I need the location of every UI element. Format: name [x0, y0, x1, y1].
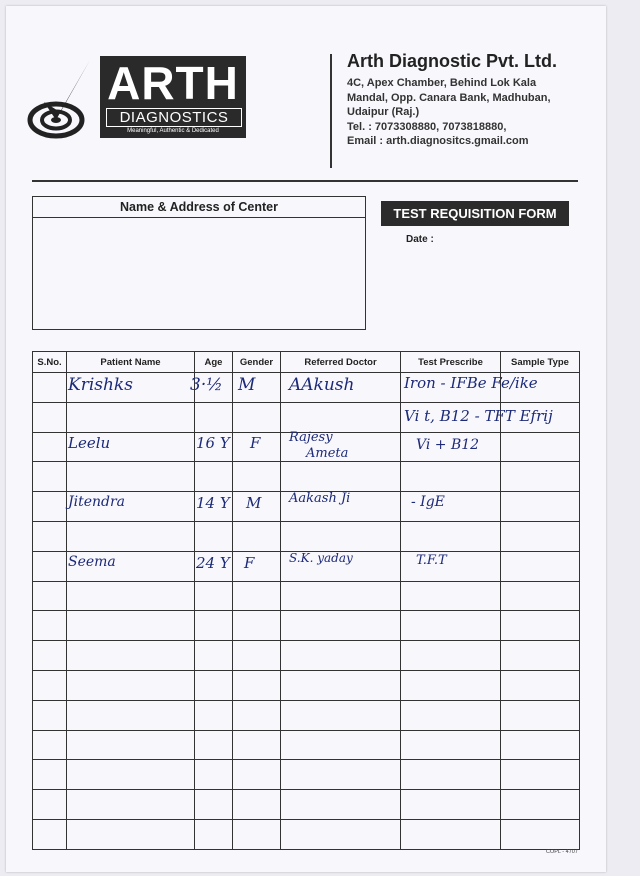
table-cell	[67, 819, 195, 849]
table-cell	[281, 581, 401, 611]
entry-3-tests: - IgE	[411, 494, 445, 510]
table-cell	[195, 611, 233, 641]
entry-3-name: Jitendra	[68, 494, 126, 510]
logo-sub-text: DIAGNOSTICS	[106, 108, 242, 127]
table-cell	[233, 819, 281, 849]
table-cell	[67, 641, 195, 671]
table-cell	[195, 730, 233, 760]
table-cell	[401, 581, 501, 611]
center-box-title: Name & Address of Center	[33, 197, 365, 218]
entry-1-gender: M	[238, 375, 256, 395]
table-cell	[501, 521, 580, 551]
table-cell	[501, 730, 580, 760]
table-row	[33, 521, 580, 551]
table-cell	[195, 641, 233, 671]
table-cell	[501, 611, 580, 641]
entry-3-gender: M	[246, 494, 262, 512]
table-row	[33, 611, 580, 641]
table-cell	[233, 611, 281, 641]
table-cell	[233, 402, 281, 432]
entry-4-tests: T.F.T	[416, 553, 447, 568]
table-row	[33, 730, 580, 760]
col-header-gender: Gender	[233, 352, 281, 373]
col-header-test-prescribe: Test Prescribe	[401, 352, 501, 373]
table-cell	[195, 521, 233, 551]
table-cell	[501, 700, 580, 730]
table-cell	[195, 819, 233, 849]
table-cell	[33, 641, 67, 671]
entry-3-age: 14 Y	[196, 494, 230, 512]
table-cell	[401, 641, 501, 671]
table-cell	[33, 373, 67, 403]
table-row	[33, 819, 580, 849]
table-cell	[233, 551, 281, 581]
table-cell	[33, 551, 67, 581]
table-cell	[195, 581, 233, 611]
table-cell	[501, 551, 580, 581]
address-line: 4C, Apex Chamber, Behind Lok Kala	[347, 77, 537, 89]
entry-4-name: Seema	[68, 554, 116, 570]
table-cell	[501, 581, 580, 611]
col-header-age: Age	[195, 352, 233, 373]
entry-2-age: 16 Y	[196, 434, 230, 452]
table-cell	[281, 760, 401, 790]
table-cell	[281, 670, 401, 700]
table-cell	[401, 819, 501, 849]
table-cell	[501, 760, 580, 790]
company-tel: Tel. : 7073308880, 7073818880,	[347, 120, 507, 133]
col-header-patient-name: Patient Name	[67, 352, 195, 373]
table-cell	[233, 462, 281, 492]
form-title: TEST REQUISITION FORM	[381, 201, 569, 226]
table-cell	[33, 760, 67, 790]
table-cell	[67, 790, 195, 820]
table-row	[33, 670, 580, 700]
entry-2-name: Leelu	[68, 434, 111, 452]
entry-4-age: 24 Y	[196, 554, 230, 572]
company-address	[347, 76, 551, 149]
entry-2-gender: F	[250, 434, 261, 452]
requisition-form-sheet	[6, 6, 606, 872]
table-cell	[67, 700, 195, 730]
logo-tagline: Meaningful, Authentic & Dedicated	[127, 128, 219, 134]
table-cell	[33, 819, 67, 849]
table-cell	[33, 492, 67, 522]
table-cell	[233, 700, 281, 730]
table-cell	[67, 581, 195, 611]
logo-brand-text: ARTH	[107, 57, 239, 109]
col-header-sno: S.No.	[33, 352, 67, 373]
table-cell	[195, 790, 233, 820]
table-row	[33, 462, 580, 492]
entry-2-doctor: Rajesy	[289, 430, 333, 445]
table-row	[33, 790, 580, 820]
table-row	[33, 700, 580, 730]
table-cell	[33, 402, 67, 432]
footer-code: COPL - 4707	[546, 849, 578, 855]
table-cell	[281, 790, 401, 820]
table-header-row	[33, 352, 580, 373]
entry-3-doctor: Aakash Ji	[289, 491, 351, 506]
entry-1-doctor: AAkush	[289, 375, 355, 395]
table-cell	[281, 611, 401, 641]
table-cell	[67, 760, 195, 790]
table-cell	[501, 670, 580, 700]
table-cell	[195, 462, 233, 492]
table-cell	[233, 760, 281, 790]
table-cell	[33, 521, 67, 551]
entry-1-age: 3·½	[190, 375, 223, 395]
entry-1-tests: Iron - IFBe Fe/ike	[404, 374, 538, 392]
table-cell	[195, 700, 233, 730]
table-row	[33, 760, 580, 790]
table-cell	[501, 641, 580, 671]
table-cell	[281, 700, 401, 730]
table-cell	[33, 730, 67, 760]
table-cell	[67, 611, 195, 641]
table-cell	[401, 670, 501, 700]
table-row	[33, 641, 580, 671]
table-cell	[501, 462, 580, 492]
address-line: Udaipur (Raj.)	[347, 106, 420, 118]
table-cell	[33, 611, 67, 641]
table-cell	[33, 581, 67, 611]
entry-4-gender: F	[244, 554, 255, 572]
company-name: Arth Diagnostic Pvt. Ltd.	[347, 51, 558, 71]
table-cell	[401, 700, 501, 730]
brand-logo	[100, 56, 246, 138]
entry-1-name: Krishks	[68, 375, 133, 395]
table-cell	[401, 611, 501, 641]
table-cell	[281, 402, 401, 432]
table-cell	[401, 760, 501, 790]
table-cell	[67, 521, 195, 551]
table-cell	[67, 462, 195, 492]
table-cell	[401, 462, 501, 492]
col-header-referred-doctor: Referred Doctor	[281, 352, 401, 373]
col-header-sample-type: Sample Type	[501, 352, 580, 373]
table-cell	[281, 819, 401, 849]
table-cell	[67, 730, 195, 760]
table-cell	[33, 670, 67, 700]
table-cell	[501, 492, 580, 522]
table-cell	[33, 700, 67, 730]
arth-logo-emblem-icon	[26, 58, 98, 142]
table-cell	[281, 641, 401, 671]
table-cell	[501, 819, 580, 849]
header-divider	[330, 54, 332, 168]
table-cell	[233, 790, 281, 820]
entry-2-tests: Vi + B12	[416, 437, 480, 453]
table-cell	[281, 521, 401, 551]
table-cell	[33, 432, 67, 462]
table-cell	[281, 462, 401, 492]
table-cell	[501, 432, 580, 462]
table-cell	[233, 581, 281, 611]
company-email: Email : arth.diagnositcs.gmail.com	[347, 135, 529, 147]
table-cell	[233, 521, 281, 551]
entry-2-doctor-line2: Ameta	[306, 446, 349, 461]
entry-1-tests-line2: Vi t, B12 - TFT Efrij	[404, 407, 553, 425]
date-label: Date :	[406, 234, 434, 245]
table-cell	[67, 670, 195, 700]
table-cell	[195, 670, 233, 700]
table-cell	[33, 462, 67, 492]
header-rule	[32, 180, 578, 182]
table-cell	[233, 730, 281, 760]
table-row	[33, 581, 580, 611]
table-cell	[67, 402, 195, 432]
table-cell	[401, 521, 501, 551]
table-cell	[233, 670, 281, 700]
table-cell	[401, 730, 501, 760]
patient-table	[32, 351, 580, 850]
table-cell	[33, 790, 67, 820]
table-cell	[281, 730, 401, 760]
center-address-box	[32, 196, 366, 330]
table-cell	[195, 760, 233, 790]
entry-4-doctor: S.K. yaday	[289, 551, 353, 565]
table-cell	[501, 790, 580, 820]
table-cell	[401, 790, 501, 820]
address-line: Mandal, Opp. Canara Bank, Madhuban,	[347, 91, 551, 104]
table-cell	[233, 641, 281, 671]
table-cell	[195, 402, 233, 432]
